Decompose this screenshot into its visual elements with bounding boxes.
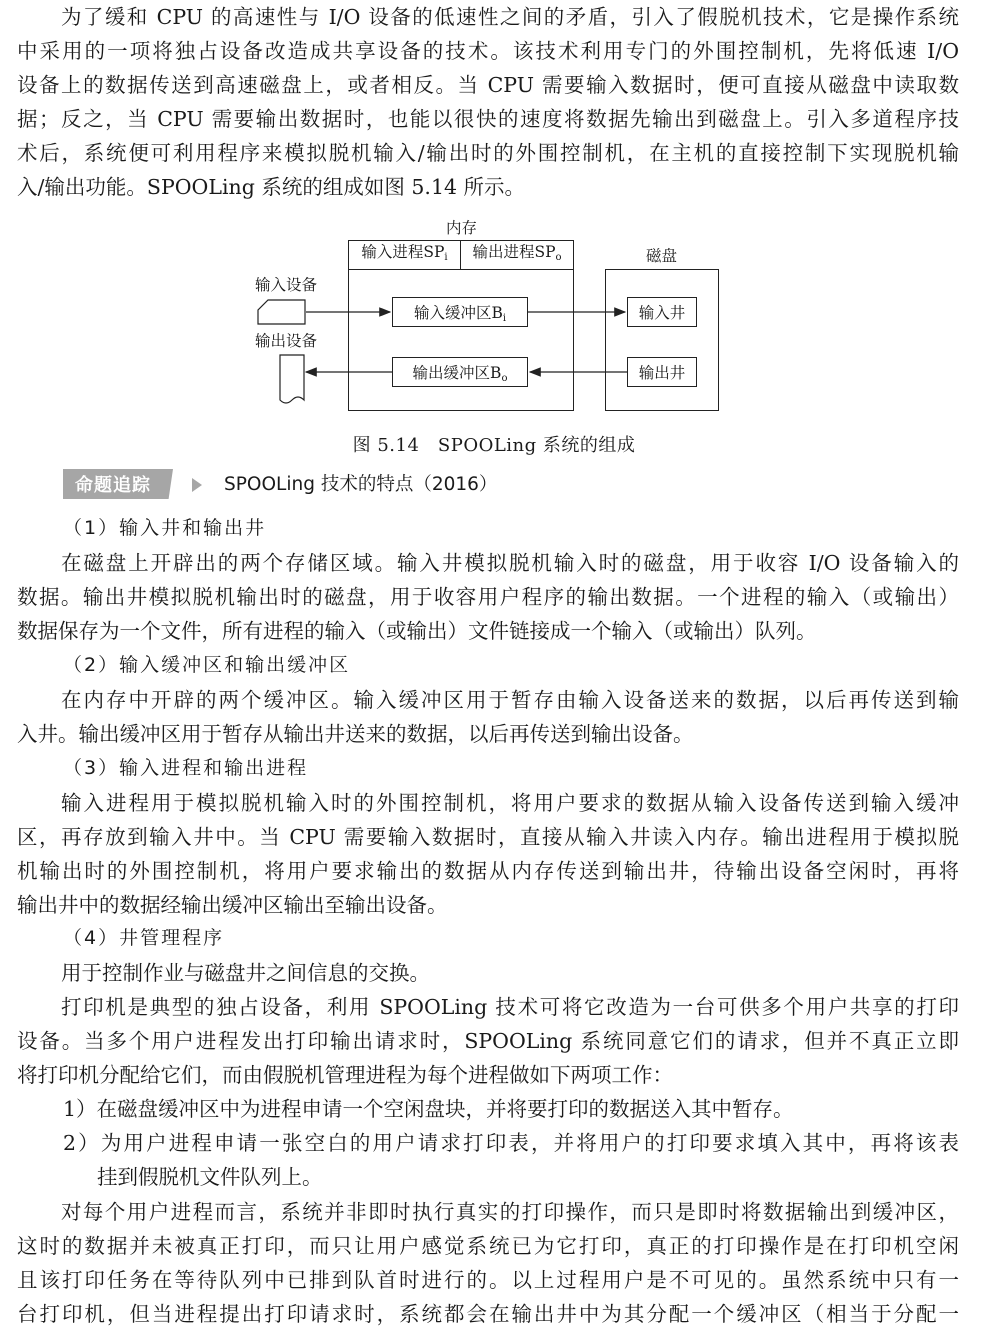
- text-line: 设备上的数据传送到高速磁盘上，或者相反。当 CPU 需要输入数据时，便可直接从磁盘中读取数: [17, 73, 959, 97]
- section-body: [17, 786, 959, 922]
- text-line: 为了缓和 CPU 的高速性与 I/O 设备的低速性之间的矛盾，引入了假脱机技术，它是操作系统: [61, 5, 959, 29]
- text-line: 1）在磁盘缓冲区中为进程申请一个空闲盘块，并将要打印的数据送入其中暂存。: [63, 1097, 794, 1121]
- section-heading: （3）输入进程和输出进程: [63, 757, 309, 779]
- text-line: 对每个用户进程而言，系统并非即时执行真实的打印操作，而只是即时将数据输出到缓冲区，: [61, 1200, 959, 1224]
- input-process-box: 输入进程$SP_i$: [348, 240, 461, 270]
- text-line: 挂到假脱机文件队列上。: [97, 1165, 323, 1189]
- text-line: 区，再存放到输入井中。当 CPU 需要输入数据时，直接从输入井读入内存。输出进程用于模拟脱: [17, 825, 959, 849]
- tag-label: 命题追踪: [75, 475, 151, 496]
- printer-paragraph: [17, 990, 959, 1092]
- text-line: 机输出时的外围控制机，将用户要求输出的数据从内存传送到输出井，待输出设备空闲时，再将: [17, 859, 959, 883]
- list-item: [63, 1092, 959, 1126]
- text-line: 且该打印任务在等待队列中已排到队首时进行的。以上过程用户是不可见的。虽然系统中只有一: [17, 1268, 959, 1292]
- text-line: 据；反之，当 CPU 需要输出数据时，也能以很快的速度将数据先输出到磁盘上。引入多道程序技: [17, 107, 959, 131]
- list-item: [63, 1126, 959, 1194]
- text-line: 设备。当多个用户进程发出打印输出请求时，SPOOLing 系统同意它们的请求，但并不真正立即: [17, 1029, 959, 1053]
- section-body: [17, 683, 959, 751]
- text-line: 输出井中的数据经输出缓冲区输出至输出设备。: [17, 893, 448, 917]
- output-device-icon: [280, 355, 304, 403]
- text-line: 这时的数据并未被真正打印，而只让用户感觉系统已为它打印，真正的打印操作是在打印机空闲: [17, 1234, 959, 1258]
- disk-label: 磁盘: [646, 247, 678, 265]
- text-line: 在内存中开辟的两个缓冲区。输入缓冲区用于暂存由输入设备送来的数据，以后再传送到输: [61, 688, 959, 712]
- text-line: 在磁盘上开辟出的两个存储区域。输入井模拟脱机输入时的磁盘，用于收容 I/O 设备输入的: [61, 551, 959, 575]
- text-line: 入井。输出缓冲区用于暂存从输出井送来的数据，以后再传送到输出设备。: [17, 722, 694, 746]
- text-line: 用于控制作业与磁盘井之间信息的交换。: [61, 961, 430, 985]
- input-well-box: 输入井: [627, 297, 697, 327]
- text-line: 将打印机分配给它们，而由假脱机管理进程为每个进程做如下两项工作：: [17, 1063, 673, 1087]
- section-body: [17, 956, 959, 990]
- section-heading: （4）井管理程序: [63, 927, 225, 949]
- figure-caption: 图 5.14 SPOOLing 系统的组成: [352, 435, 636, 456]
- diagram-lines: [0, 212, 988, 442]
- output-buffer-box: 输出缓冲区$B_o$: [392, 357, 528, 387]
- memory-label: 内存: [446, 219, 478, 237]
- triangle-icon: [192, 478, 202, 492]
- text-line: 入/输出功能。SPOOLing 系统的组成如图 5.14 所示。: [17, 175, 526, 199]
- section-heading: （2）输入缓冲区和输出缓冲区: [63, 654, 351, 676]
- intro-paragraph: [17, 0, 959, 204]
- tag-text: SPOOLing 技术的特点（2016）: [224, 474, 498, 495]
- text-line: 输入进程用于模拟脱机输入时的外围控制机，将用户要求的数据从输入设备传送到输入缓冲: [61, 791, 959, 815]
- text-line: 数据保存为一个文件，所有进程的输入（或输出）文件链接成一个输入（或输出）队列。: [17, 619, 817, 643]
- text-line: 2）为用户进程申请一张空白的用户请求打印表，并将用户的打印要求填入其中，再将该表: [63, 1131, 959, 1155]
- closing-paragraph: [17, 1195, 959, 1331]
- input-device-icon: [258, 300, 305, 324]
- output-device-label: 输出设备: [255, 332, 318, 350]
- text-line: 台打印机，但当进程提出打印请求时，系统都会在输出井中为其分配一个缓冲区（相当于分配一: [17, 1302, 959, 1326]
- text-line: 数据。输出井模拟脱机输出时的磁盘，用于收容用户程序的输出数据。一个进程的输入（或输出）: [17, 585, 959, 609]
- text-line: 中采用的一项将独占设备改造成共享设备的技术。该技术利用专门的外围控制机，先将低速 I/O: [17, 39, 959, 63]
- section-heading: （1）输入井和输出井: [63, 517, 267, 539]
- output-well-box: 输出井: [627, 357, 697, 387]
- text-line: 术后，系统便可利用程序来模拟脱机输入/输出时的外围控制机，在主机的直接控制下实现脱机输: [17, 141, 959, 165]
- input-device-label: 输入设备: [255, 276, 318, 294]
- section-body: [17, 546, 959, 648]
- output-process-box: 输出进程$SP_o$: [460, 240, 574, 270]
- text-line: 打印机是典型的独占设备，利用 SPOOLing 技术可将它改造为一台可供多个用户共享的打印: [61, 995, 959, 1019]
- input-buffer-box: 输入缓冲区$B_i$: [392, 297, 528, 327]
